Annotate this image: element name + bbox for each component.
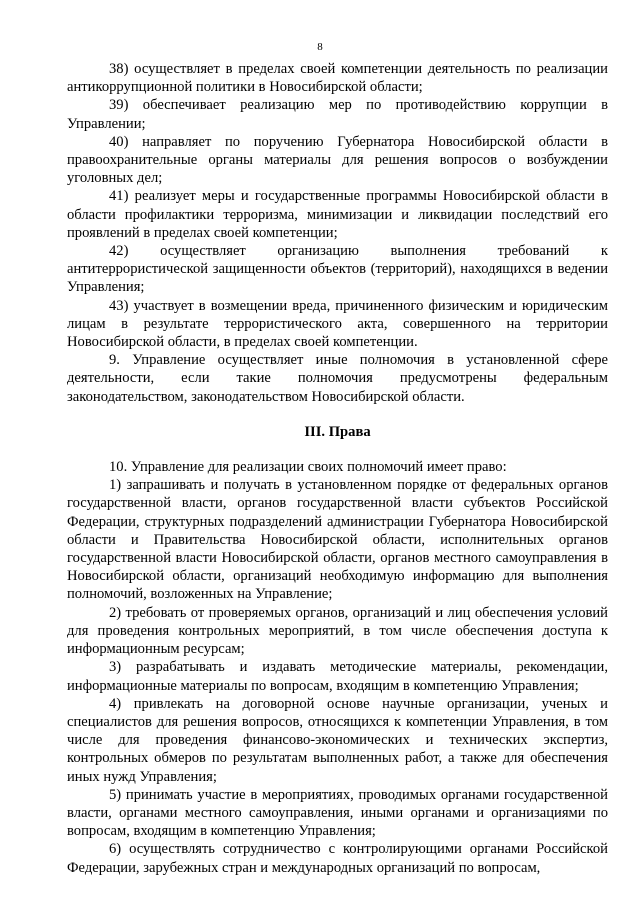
paragraph-clause-10: 10. Управление для реализации своих полномочий имеет право: [109, 459, 507, 476]
paragraph-item-42: 42) осуществляет организацию выполнения требований к антитеррористической защищенности объектов (территорий), находящихся в ведении Управления; [67, 243, 608, 296]
paragraph-right-1: 1) запрашивать и получать в установленном порядке от федеральных органов государственной власти, органов государственной власти субъектов Российской Федерации, структурных подразделений администрации Губернатора Новосибирской области и Правительства Новосибирской области, исполнительных органов государственной власти Новосибирской области, органов местного самоуправления в Новосибирской области, организаций необходимую информацию для выполнения полномочий, возложенных на Управление; [67, 477, 608, 603]
paragraph-item-43: 43) участвует в возмещении вреда, причиненного физическим и юридическим лицам в результате террористического акта, совершенного на территории Новосибирской области, в пределах своей компетенции. [67, 297, 608, 351]
paragraph-right-5: 5) принимать участие в мероприятиях, проводимых органами государственной власти, органами местного самоуправления, иными органами и организациями по вопросам, входящим в компетенцию Управления; [67, 786, 608, 840]
paragraph-clause-9: 9. Управление осуществляет иные полномочия в установленной сфере деятельности, если такие полномочия предусмотрены федеральным законодательством, законодательством Новосибирской области. [67, 352, 608, 405]
paragraph-item-39: 39) обеспечивает реализацию мер по противодействию коррупции в Управлении; [67, 97, 608, 132]
page-number: 8 [317, 41, 323, 53]
paragraph-right-2: 2) требовать от проверяемых органов, организаций и лиц обеспечения условий для проведения контрольных мероприятий, в том числе обеспечения доступа к информационным ресурсам; [67, 604, 608, 658]
paragraph-item-38: 38) осуществляет в пределах своей компетенции деятельность по реализации антикоррупционной политики в Новосибирской области; [67, 61, 608, 96]
paragraph-item-40: 40) направляет по поручению Губернатора Новосибирской области в правоохранительные органы материалы для решения вопросов о возбуждении уголовных дел; [67, 133, 608, 187]
document-body [67, 60, 608, 877]
section-heading: III. Права [304, 423, 371, 440]
paragraph-right-4: 4) привлекать на договорной основе научные организации, ученых и специалистов для решения вопросов, относящихся к компетенции Управления, в том числе для проведения финансово-экономических и технических экспертиз, контрольных обмеров по результатам выполненных работ, а также для обеспечения иных нужд Управления; [67, 695, 608, 785]
paragraph-item-41: 41) реализует меры и государственные программы Новосибирской области в области профилактики терроризма, минимизации и ликвидации последствий его проявлений в пределах своей компетенции; [67, 188, 608, 241]
paragraph-right-3: 3) разрабатывать и издавать методические материалы, рекомендации, информационные материалы по вопросам, входящим в компетенцию Управления; [67, 659, 608, 694]
paragraph-right-6: 6) осуществлять сотрудничество с контролирующими органами Российской Федерации, зарубежных стран и международных организаций по вопросам, [67, 841, 608, 876]
